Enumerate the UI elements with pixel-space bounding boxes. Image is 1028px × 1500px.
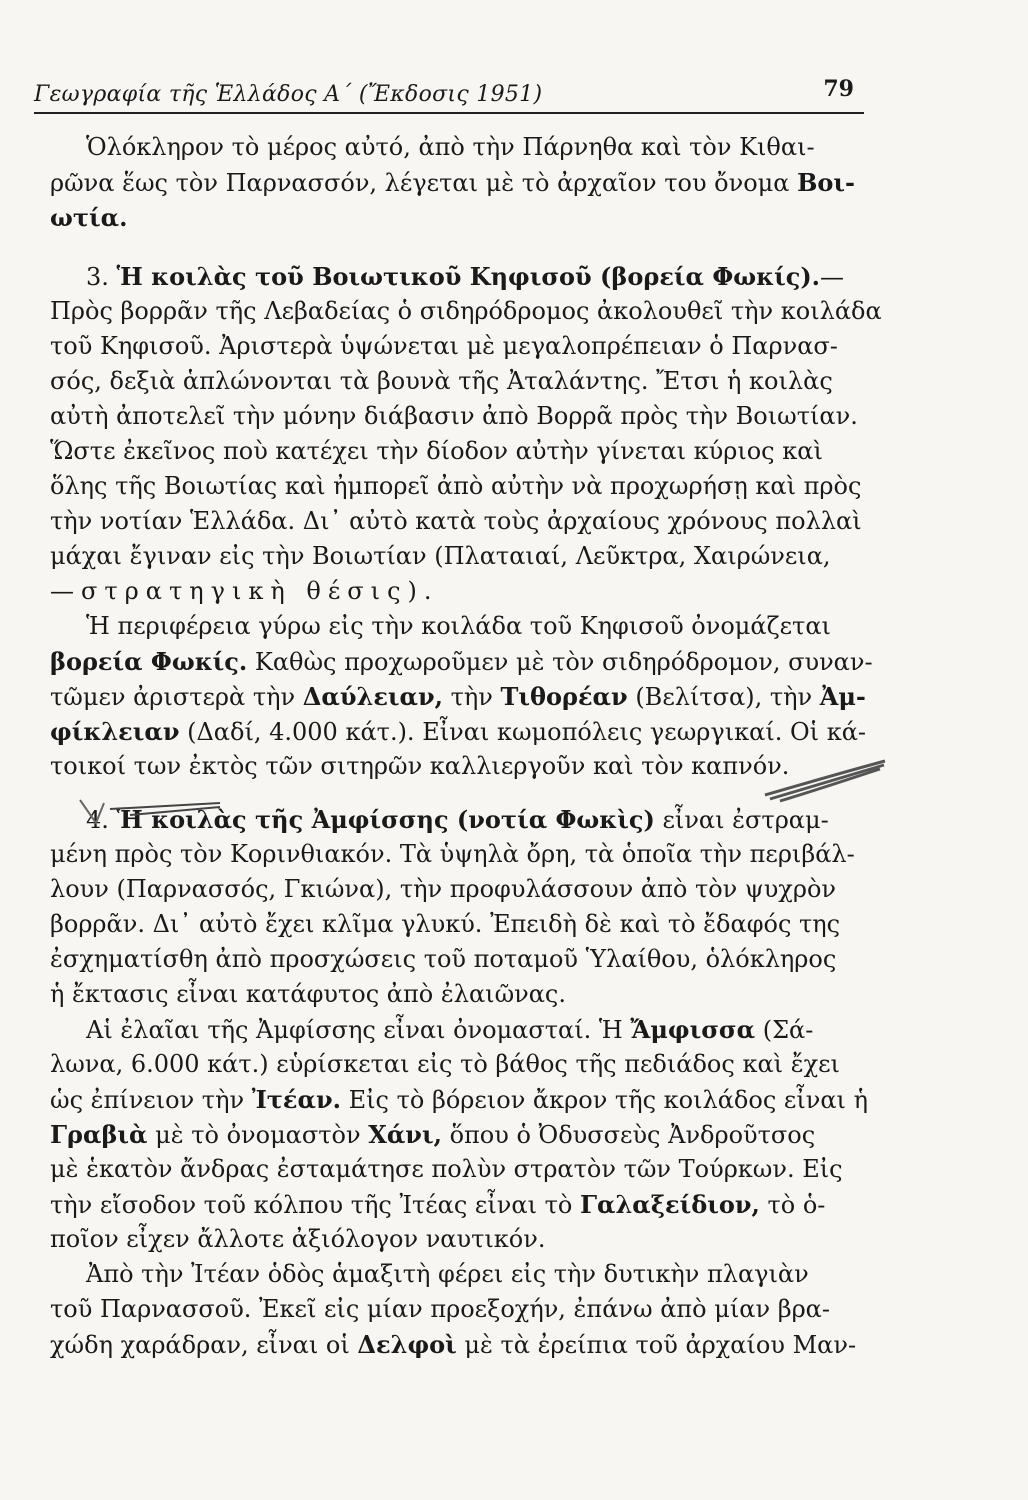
text-line: μένη πρὸς τὸν Κορινθιακόν. Τὰ ὑψηλὰ ὄρη, τὰ ὁποῖα τὴν περιβάλ- [50, 840, 855, 868]
running-title: Γεωγραφία τῆς Ἑλλάδος Α΄ (Ἔκδοσις 1951) [34, 82, 543, 107]
text-line: Πρὸς βορρᾶν τῆς Λεβαδείας ὁ σιδηρόδρομος ἀκολουθεῖ τὴν κοιλάδα [50, 297, 882, 325]
text-line: βορεία Φωκίς. Καθὼς προχωροῦμεν μὲ τὸν σιδηρόδρομον, συναν- [50, 647, 873, 676]
running-header [34, 78, 864, 114]
paragraph-amfissa [50, 1012, 870, 1257]
text-line: Ἡ περιφέρεια γύρω εἰς τὴν κοιλάδα τοῦ Κηφισοῦ ὀνομάζεται [86, 612, 831, 640]
paragraph-north-phocis [50, 609, 873, 784]
text-line: φίκλειαν (Δαδί, 4.000 κάτ.). Εἶναι κωμοπόλεις γεωργικαί. Οἱ κά- [50, 717, 867, 746]
text-line: τῶμεν ἀριστερὰ τὴν Δαύλειαν, τὴν Τιθορέαν (Βελίτσα), τὴν Ἀμ- [50, 682, 866, 711]
text-line: Ἀπὸ τὴν Ἰτέαν ὁδὸς ἁμαξιτὴ φέρει εἰς τὴν δυτικὴν πλαγιὰν [86, 1260, 809, 1288]
text-line: ποῖον εἶχεν ἄλλοτε ἀξιόλογον ναυτικόν. [50, 1225, 546, 1253]
text-line: τοῦ Κηφισοῦ. Ἀριστερὰ ὑψώνεται μὲ μεγαλοπρέπειαν ὁ Παρνασ- [50, 332, 838, 360]
text-line: μάχαι ἔγιναν εἰς τὴν Βοιωτίαν (Πλαταιαί, Λεῦκτρα, Χαιρώνεια, [50, 542, 831, 570]
text-line: μὲ ἑκατὸν ἄνδρας ἐσταμάτησε πολὺν στρατὸν τῶν Τούρκων. Εἰς [50, 1155, 843, 1183]
section-heading: 3. Ἡ κοιλὰς τοῦ Βοιωτικοῦ Κηφισοῦ (βορεία Φωκίς).— [86, 262, 845, 291]
text-line: αὐτὴ ἀποτελεῖ τὴν μόνην διάβασιν ἀπὸ Βορρᾶ πρὸς τὴν Βοιωτίαν. [50, 402, 858, 430]
section-4-amfissa-valley [50, 802, 870, 1012]
text-line: ρῶνα ἕως τὸν Παρνασσόν, λέγεται μὲ τὸ ἀρχαῖον του ὄνομα Βοι- [50, 168, 855, 197]
page-body [50, 130, 882, 1362]
text-line: Αἱ ἐλαῖαι τῆς Ἀμφίσσης εἶναι ὀνομασταί. Ἡ Ἄμφισσα (Σά- [86, 1015, 814, 1044]
paragraph-itea-delphi [50, 1257, 870, 1362]
text-line: ὅλης τῆς Βοιωτίας καὶ ἠμπορεῖ ἀπὸ αὐτὴν νὰ προχωρήσῃ καὶ πρὸς [50, 472, 862, 500]
text-line: ωτία. [50, 203, 128, 232]
text-line: τοικοί των ἐκτὸς τῶν σιτηρῶν καλλιεργοῦν καὶ τὸν καπνόν. [50, 752, 790, 780]
text-line: ἐσχηματίσθη ἀπὸ προσχώσεις τοῦ ποταμοῦ Ὑλαίθου, ὁλόκληρος [50, 945, 837, 973]
text-line: ὡς ἐπίνειον τὴν Ἰτέαν. Εἰς τὸ βόρειον ἄκρον τῆς κοιλάδος εἶναι ἡ [50, 1085, 868, 1114]
pencil-checkmark-icon [70, 795, 230, 825]
text-line: Ὁλόκληρον τὸ μέρος αὐτό, ἀπὸ τὴν Πάρνηθα καὶ τὸν Κιθαι- [86, 133, 815, 161]
text-line: βορρᾶν. Δι᾿ αὐτὸ ἔχει κλῖμα γλυκύ. Ἐπειδὴ δὲ καὶ τὸ ἔδαφός της [50, 910, 841, 938]
section-3-kifisos-valley [50, 259, 882, 609]
text-line: τοῦ Παρνασσοῦ. Ἐκεῖ εἰς μίαν προεξοχήν, ἐπάνω ἀπὸ μίαν βρα- [50, 1295, 830, 1323]
page-number: 79 [823, 76, 854, 102]
text-line: χώδη χαράδραν, εἶναι οἱ Δελφοὶ μὲ τὰ ἐρείπια τοῦ ἀρχαίου Μαν- [50, 1330, 857, 1359]
text-line: σός, δεξιὰ ἁπλώνονται τὰ βουνὰ τῆς Ἀταλάντης. Ἔτσι ἡ κοιλὰς [50, 367, 833, 395]
text-line: τὴν εἴσοδον τοῦ κόλπου τῆς Ἰτέας εἶναι τὸ Γαλαξείδιον, τὸ ὁ- [50, 1190, 826, 1219]
text-line: —στρατηγικὴ θέσις). [50, 577, 439, 605]
text-line: λουν (Παρνασσός, Γκιώνα), τὴν προφυλάσσουν ἀπὸ τὸν ψυχρὸν [50, 875, 836, 903]
text-line: τὴν νοτίαν Ἑλλάδα. Δι᾿ αὐτὸ κατὰ τοὺς ἀρχαίους χρόνους πολλαὶ [50, 507, 862, 535]
text-line: λωνα, 6.000 κάτ.) εὑρίσκεται εἰς τὸ βάθος τῆς πεδιάδος καὶ ἔχει [50, 1050, 840, 1078]
text-line: Ὥστε ἐκεῖνος ποὺ κατέχει τὴν δίοδον αὐτὴν γίνεται κύριος καὶ [50, 437, 823, 465]
text-line: ἡ ἔκτασις εἶναι κατάφυτος ἀπὸ ἐλαιῶνας. [50, 980, 566, 1008]
pencil-scribble-icon [760, 755, 890, 805]
paragraph-boeotia [50, 130, 870, 235]
section-heading: 4. Ἡ κοιλὰς τῆς Ἀμφίσσης (νοτία Φωκὶς) εἶναι ἐστραμ- [86, 805, 829, 834]
text-line: Γραβιὰ μὲ τὸ ὀνομαστὸν Χάνι, ὅπου ὁ Ὀδυσσεὺς Ἀνδροῦτσος [50, 1120, 816, 1149]
